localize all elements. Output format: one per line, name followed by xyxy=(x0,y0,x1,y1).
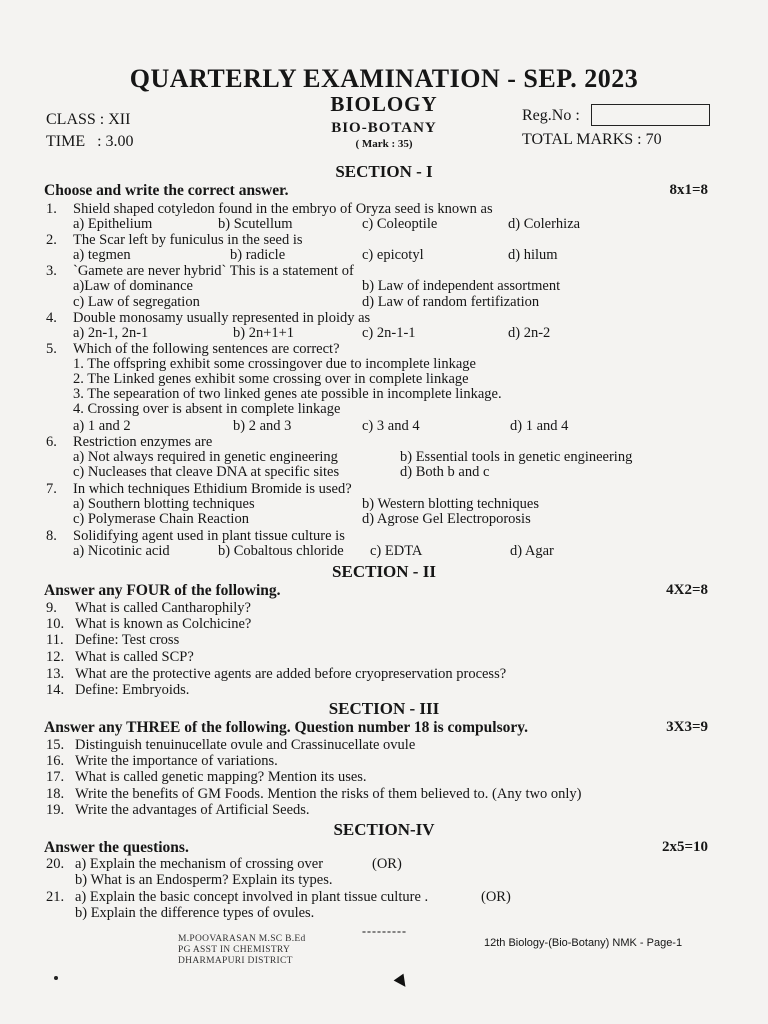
exam-title: QUARTERLY EXAMINATION - SEP. 2023 xyxy=(129,64,639,93)
question-number: 2. xyxy=(46,232,57,248)
option: d) Law of random fertifization xyxy=(362,294,540,310)
option: b) Essential tools in genetic engineering xyxy=(400,449,633,465)
page-footer: 12th Biology-(Bio-Botany) NMK - Page-1 xyxy=(484,937,683,949)
question-number: 13. xyxy=(46,666,65,682)
question-text: What is called Cantharophily? xyxy=(75,600,251,616)
question-text: Double monosamy usually represented in ploidy as xyxy=(73,310,371,326)
option: d) Agar xyxy=(510,543,554,559)
question-text: Write the benefits of GM Foods. Mention the risks of them believed to. (Any two only) xyxy=(75,786,582,802)
question-number: 8. xyxy=(46,528,57,544)
option: a) 1 and 2 xyxy=(73,418,131,434)
question-number: 10. xyxy=(46,616,65,632)
section-4-marks: 2x5=10 xyxy=(661,839,708,855)
question-text: b) What is an Endosperm? Explain its types. xyxy=(75,872,333,888)
question-text: What are the protective agents are added before cryopreservation process? xyxy=(75,666,507,682)
option: c) Law of segregation xyxy=(73,294,200,310)
class-label: CLASS : XII xyxy=(46,111,131,128)
question-text: `Gamete are never hybrid` This is a statement of xyxy=(73,263,354,279)
question-text: Solidifying agent used in plant tissue culture is xyxy=(73,528,345,544)
section-1-instruction: Choose and write the correct answer. xyxy=(44,182,289,199)
question-number: 21. xyxy=(46,889,65,905)
scan-dot xyxy=(54,976,58,980)
question-number: 11. xyxy=(46,632,64,648)
question-text: What is called SCP? xyxy=(75,649,194,665)
paper-title: BIO-BOTANY xyxy=(331,120,437,136)
option: a) Nicotinic acid xyxy=(73,543,170,559)
option: a) tegmen xyxy=(73,247,131,263)
section-2-heading: SECTION - II xyxy=(332,562,436,581)
author-name: M.POOVARASAN M.SC B.Ed xyxy=(178,934,306,944)
divider-dashes: --------- xyxy=(362,924,407,938)
question-text: Restriction enzymes are xyxy=(73,434,213,450)
paper-mark: ( Mark : 35) xyxy=(355,138,413,150)
option: a) 2n-1, 2n-1 xyxy=(73,325,149,341)
or-label: (OR) xyxy=(481,889,511,905)
option: b) Scutellum xyxy=(218,216,293,232)
reg-label: Reg.No : xyxy=(522,107,580,124)
total-marks: TOTAL MARKS : 70 xyxy=(522,131,662,148)
section-2-marks: 4X2=8 xyxy=(666,582,708,598)
statement: 1. The offspring exhibit some crossingover due to incomplete linkage xyxy=(73,356,476,372)
option: d) Agrose Gel Electroporosis xyxy=(362,511,531,527)
option: d) hilum xyxy=(508,247,558,263)
option: d) 2n-2 xyxy=(508,325,551,341)
question-number: 14. xyxy=(46,682,65,698)
option: b) Cobaltous chloride xyxy=(218,543,344,559)
author-district: DHARMAPURI DISTRICT xyxy=(178,956,293,966)
scan-mark xyxy=(394,974,411,991)
question-text: What is known as Colchicine? xyxy=(75,616,252,632)
option: a) Epithelium xyxy=(73,216,153,232)
option: d) 1 and 4 xyxy=(510,418,569,434)
question-number: 5. xyxy=(46,341,57,357)
section-2-instruction: Answer any FOUR of the following. xyxy=(44,582,281,599)
question-number: 6. xyxy=(46,434,57,450)
option: b) 2n+1+1 xyxy=(233,325,295,341)
option: c) epicotyl xyxy=(362,247,424,263)
option: b) radicle xyxy=(230,247,286,263)
question-number: 12. xyxy=(46,649,65,665)
section-1-marks: 8x1=8 xyxy=(669,182,708,198)
section-4-instruction: Answer the questions. xyxy=(44,839,189,856)
question-number: 15. xyxy=(46,737,65,753)
question-text: a) Explain the mechanism of crossing over xyxy=(75,856,324,872)
section-3-heading: SECTION - III xyxy=(328,699,440,718)
or-label: (OR) xyxy=(372,856,402,872)
statement: 3. The sepearation of two linked genes ate possible in incomplete linkage. xyxy=(73,386,502,402)
question-number: 9. xyxy=(46,600,57,616)
question-text: What is called genetic mapping? Mention its uses. xyxy=(75,769,367,785)
option: a) Southern blotting techniques xyxy=(73,496,255,512)
question-number: 16. xyxy=(46,753,65,769)
question-text: Shield shaped cotyledon found in the embryo of Oryza seed is known as xyxy=(73,201,493,217)
question-text: In which techniques Ethidium Bromide is used? xyxy=(73,481,352,497)
option: c) EDTA xyxy=(370,543,423,559)
section-3-marks: 3X3=9 xyxy=(666,719,708,735)
option: b) Law of independent assortment xyxy=(362,278,561,294)
question-number: 18. xyxy=(46,786,65,802)
option: c) 3 and 4 xyxy=(362,418,420,434)
option: d) Colerhiza xyxy=(508,216,581,232)
time-label: TIME : 3.00 xyxy=(46,133,134,150)
question-text: Write the advantages of Artificial Seeds. xyxy=(75,802,310,818)
question-text: Write the importance of variations. xyxy=(75,753,278,769)
question-number: 4. xyxy=(46,310,57,326)
option: a)Law of dominance xyxy=(73,278,193,294)
reg-number-box[interactable] xyxy=(591,104,710,126)
option: a) Not always required in genetic engineering xyxy=(73,449,338,465)
section-3-instruction: Answer any THREE of the following. Question number 18 is compulsory. xyxy=(44,719,529,736)
option: b) Western blotting techniques xyxy=(362,496,539,512)
subject-title: BIOLOGY xyxy=(330,92,438,116)
question-text: b) Explain the difference types of ovules. xyxy=(75,905,315,921)
option: d) Both b and c xyxy=(400,464,490,480)
question-text: The Scar left by funiculus in the seed is xyxy=(73,232,303,248)
question-text: a) Explain the basic concept involved in plant tissue culture . xyxy=(75,889,429,905)
question-number: 19. xyxy=(46,802,65,818)
statement: 4. Crossing over is absent in complete linkage xyxy=(73,401,341,417)
statement: 2. The Linked genes exhibit some crossing over in complete linkage xyxy=(73,371,469,387)
question-number: 20. xyxy=(46,856,65,872)
option: c) Nucleases that cleave DNA at specific sites xyxy=(73,464,340,480)
option: c) Polymerase Chain Reaction xyxy=(73,511,249,527)
option: b) 2 and 3 xyxy=(233,418,292,434)
question-text: Define: Embryoids. xyxy=(75,682,190,698)
section-1-heading: SECTION - I xyxy=(335,162,433,181)
question-text: Define: Test cross xyxy=(75,632,180,648)
question-text: Which of the following sentences are correct? xyxy=(73,341,340,357)
question-number: 3. xyxy=(46,263,57,279)
question-number: 7. xyxy=(46,481,57,497)
question-text: Distinguish tenuinucellate ovule and Crassinucellate ovule xyxy=(75,737,416,753)
option: c) Coleoptile xyxy=(362,216,438,232)
question-number: 17. xyxy=(46,769,65,785)
question-number: 1. xyxy=(46,201,57,217)
author-designation: PG ASST IN CHEMISTRY xyxy=(178,945,291,955)
section-4-heading: SECTION-IV xyxy=(333,820,435,839)
option: c) 2n-1-1 xyxy=(362,325,416,341)
